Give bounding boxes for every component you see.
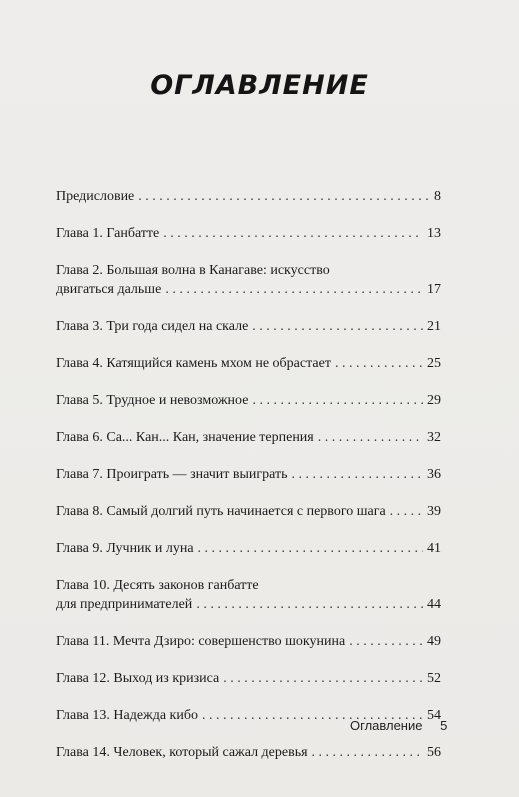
toc-entry-title: для предпринимателей [56,597,193,612]
toc-entry [56,632,441,651]
toc-entry [56,354,441,373]
toc-entry [56,317,441,336]
toc-entry-line [56,743,441,762]
toc-entry-page: 29 [427,393,441,408]
toc-entry-line [56,576,441,595]
toc-entry-line [56,391,441,410]
toc-entry-page: 44 [427,597,441,612]
dot-leader [335,354,423,373]
toc-entry [56,669,441,688]
dot-leader [252,391,423,410]
toc-entry-line [56,261,441,280]
toc-entry-title: Глава 12. Выход из кризиса [56,671,220,686]
toc-entry-line [56,595,441,614]
toc-entry-page: 21 [427,319,441,334]
toc-entry-title: Глава 1. Ганбатте [56,226,160,241]
toc-entry-title: Предисловие [56,189,135,204]
toc-entry [56,224,441,243]
toc-entry-page: 41 [427,541,441,556]
table-of-contents [56,187,441,780]
toc-entry-page: 54 [427,708,441,723]
toc-entry [56,576,441,614]
toc-entry-title: Глава 8. Самый долгий путь начинается с первого шага [56,504,386,519]
toc-entry [56,261,441,299]
toc-entry-line [56,317,441,336]
dot-leader [223,669,423,688]
dot-leader [196,595,423,614]
dot-leader [165,280,423,299]
dot-leader [318,428,423,447]
toc-entry-title: Глава 3. Три года сидел на скале [56,319,249,334]
dot-leader [252,317,423,336]
toc-entry-title: Глава 11. Мечта Дзиро: совершенство шокунина [56,634,346,649]
toc-entry-line [56,539,441,558]
toc-entry [56,428,441,447]
toc-entry-title: Глава 7. Проиграть — значит выиграть [56,467,288,482]
toc-entry [56,743,441,762]
toc-entry-line [56,428,441,447]
dot-leader [390,502,423,521]
toc-entry-title: Глава 10. Десять законов ганбатте [56,578,259,593]
toc-entry-line [56,465,441,484]
toc-entry-title: Глава 4. Катящийся камень мхом не обрастает [56,356,331,371]
toc-entry-title: Глава 5. Трудное и невозможное [56,393,249,408]
dot-leader [198,539,423,558]
toc-entry-line [56,224,441,243]
dot-leader [163,224,423,243]
toc-entry [56,539,441,558]
toc-entry-page: 49 [427,634,441,649]
toc-entry [56,187,441,206]
toc-entry-title: Глава 2. Большая волна в Канагаве: искусство [56,263,330,278]
dot-leader [349,632,423,651]
page-title: ОГЛАВЛЕНИЕ [150,70,369,101]
toc-entry-page: 52 [427,671,441,686]
toc-entry-line [56,632,441,651]
toc-entry-page: 32 [427,430,441,445]
toc-entry [56,465,441,484]
dot-leader [292,465,423,484]
toc-entry-line [56,280,441,299]
toc-entry-line [56,354,441,373]
toc-entry-line [56,669,441,688]
footer-section-label: Оглавление [350,718,423,733]
toc-entry-page: 39 [427,504,441,519]
toc-entry-line [56,187,441,206]
page-footer [350,718,447,733]
toc-entry-page: 13 [427,226,441,241]
toc-entry-line [56,502,441,521]
toc-entry-title: Глава 14. Человек, который сажал деревья [56,745,308,760]
toc-entry [56,391,441,410]
toc-entry-page: 8 [434,189,441,204]
toc-entry-page: 25 [427,356,441,371]
dot-leader [312,743,423,762]
toc-entry [56,502,441,521]
toc-entry-page: 17 [427,282,441,297]
footer-page-number: 5 [440,718,448,733]
toc-entry-title: двигаться дальше [56,282,162,297]
dot-leader [138,187,430,206]
toc-entry-page: 36 [427,467,441,482]
toc-entry-title: Глава 6. Са... Кан... Кан, значение терпения [56,430,314,445]
toc-entry-title: Глава 13. Надежда кибо [56,708,198,723]
toc-entry-title: Глава 9. Лучник и луна [56,541,194,556]
toc-entry-page: 56 [427,745,441,760]
